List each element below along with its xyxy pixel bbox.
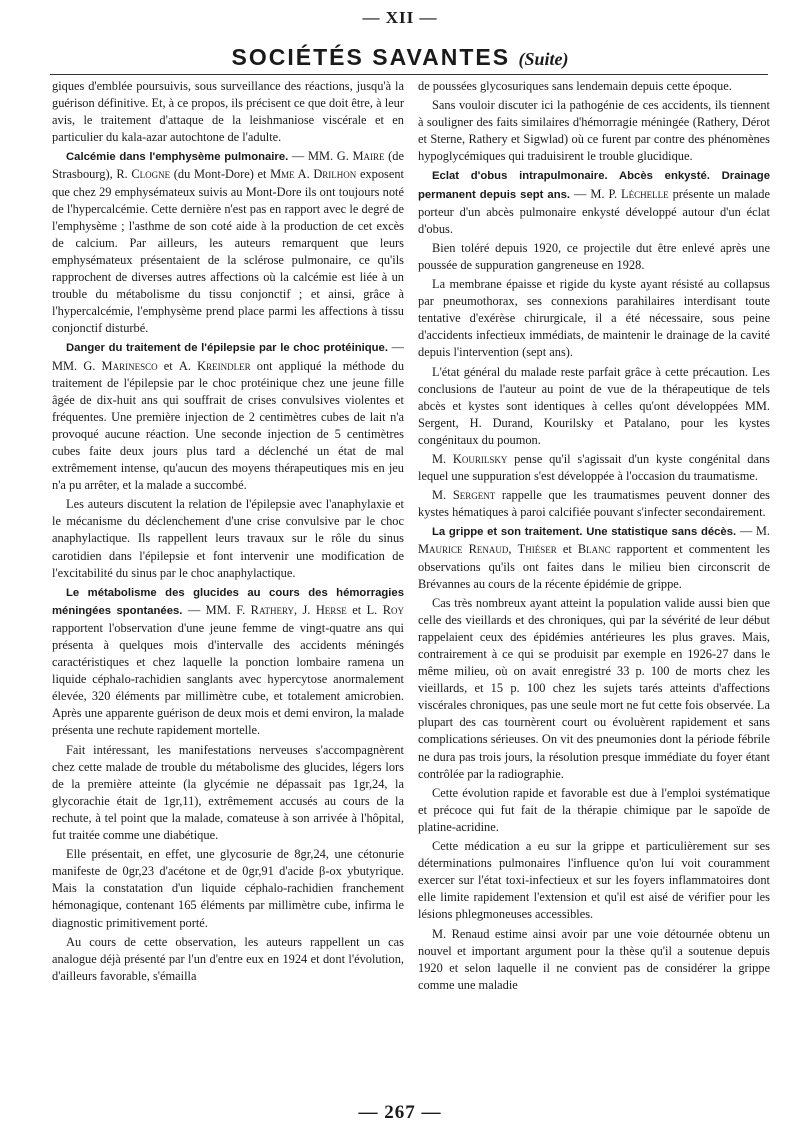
paragraph: Cas très nombreux ayant atteint la population valide aussi bien que celle des vieillards et des chroniques, qui par la sévérité de leur début rappelaient ceux des épidémies antérieures les plus graves. Mais, contrairement à ce qui se produisit par exemple en 1926-27 dans le même milieu, où on avait enregistré 33 p. 100 de morts chez les vieillards, et 15 p. 100 chez les sujets tarés atteints d'affections viscérales chroniques, pas une seule mort ne fut cette fois observée. La plupart des cas tournèrent court ou évoluèrent rapidement et sans complications sérieuses. On vit des pneumonies dont la période fébrile ne dura pas trois jours, la résolution presque immédiate du foyer étant contrôlée par la radiographie. <box>418 595 770 781</box>
article-eclat-obus <box>418 167 770 237</box>
paragraph: Bien toléré depuis 1920, ce projectile dut être enlevé après une poussée de suppuration gangreneuse en 1928. <box>418 240 770 272</box>
author-name: M. Sergent <box>432 488 496 503</box>
article-body: rapportent et commentent les observations qu'ils ont faites dans le milieu bien circonscrit de Brévannes au cours de la récente épidémie de grippe. <box>418 542 770 591</box>
left-column <box>52 78 404 1088</box>
paragraph: Elle présentait, en effet, une glycosurie de 8gr,24, une cétonurie manifeste de 0gr,23 d'acétone et de 0gr,91 d'acide β-ox ybutyrique. Mais la constatation d'un liquide céphalo-rachidien franchement hémonagique, contenant 165 éléments par millimètre cube, infirma le diagnostic primitivement porté. <box>52 847 404 930</box>
article-grippe <box>418 523 770 592</box>
author-name: Blanc <box>577 542 611 557</box>
paragraph: L'état général du malade reste parfait grâce à cette précaution. Les conclusions de l'auteur au point de vue de la thérapeutique de tels abcès et kystes sont identiques à celles qu'ont développées MM. Sergent, H. Durand, Kourilsky et Patalano, pour les kystes congénitaux du poumon. <box>418 364 770 447</box>
dash: — M. <box>570 186 609 201</box>
dash: — MM. <box>288 149 337 164</box>
dash: — M. <box>736 524 770 539</box>
author-name: F. Rathery <box>236 602 294 617</box>
paragraph <box>418 451 770 485</box>
paragraph: La membrane épaisse et rigide du kyste ayant résisté au collapsus par pneumothorax, ses connexions parahilaires interdisant toute tentative d'exérèse chirurgicale, il a été nécessaire, sous peine d'accidents infectieux immédiats, de maintenir le drainage de la cavité depuis l'intervention (sept ans). <box>418 277 770 360</box>
author-name: G. Marinesco <box>83 358 158 373</box>
author-name: P. Léchelle <box>608 186 669 201</box>
paragraph: M. Renaud estime ainsi avoir par une voie détournée obtenu un nouvel et important argument pour la thèse qu'il a soutenue depuis 1920 et selon laquelle il ne convient pas de considérer la grippe comme une maladie <box>418 926 770 992</box>
article-body: présente un malade porteur d'un abcès pulmonaire enkysté développé autour d'un éclat d'obus. <box>418 186 770 236</box>
text-columns <box>52 78 770 1088</box>
paragraph: Cette évolution rapide et favorable est due à l'emploi systématique et précoce qui fut fait de la thérapie chimique par le sapoïde de platine-acridine. <box>418 785 770 834</box>
article-title: Calcémie dans l'emphysème pulmonaire. <box>66 151 289 164</box>
text: (du Mont-Dore) et <box>170 167 271 182</box>
author-name: A. Kreindler <box>178 358 251 373</box>
author-name: Mme A. Drilhon <box>270 167 357 182</box>
paragraph: de poussées glycosuriques sans lendemain depuis cette époque. <box>418 79 732 93</box>
author-name: Maurice Renaud <box>418 542 509 557</box>
page-marker: — XII — <box>362 8 438 27</box>
author-name: Thiéser <box>517 542 557 557</box>
header-rule <box>50 74 768 75</box>
article-body: ont appliqué la méthode du traitement de l'épilepsie par le choc protéinique chez une jeune fille âgée de dix-huit ans qui souffrait de crises convulsives violentes et fréquentes. Une première injection de 2 centimètres cubes de lait n'a provoqué aucune réaction. Une seconde injection de 5 centimètres cubes faite deux jours plus tard a déclenché un état de mal extrêmement intense, qu'aucun des moyens thérapeutiques mis en jeu n'a pu arrêter, et la malade a succombé. <box>52 358 404 493</box>
running-head <box>0 44 800 71</box>
text: et <box>346 602 367 617</box>
article-title: Le métabolisme des glucides au cours des hémorragies méningées spontanées. <box>52 586 404 617</box>
paragraph: Au cours de cette observation, les auteurs rappellent un cas analogue déjà présenté par l'un d'entre eux en 1924 et dont l'évolution, d'ailleurs favorable, s'émailla <box>52 934 404 983</box>
article-title: Eclat d'obus intrapulmonaire. Abcès enkysté. Drainage permanent depuis sept ans. <box>418 170 770 201</box>
author-name: J. Herse <box>302 602 347 617</box>
author-name: R. Clogne <box>116 167 171 182</box>
paragraph: Fait intéressant, les manifestations nerveuses s'accompagnèrent chez cette malade de trouble du métabolisme des glucides, légers lors de la première atteinte (la glycémie ne dépassait pas 1gr,24, la glycorachie était de 1gr,11), extrêmement accusés au cours de la rechute, à tel point que la malade, comateuse à son arrivée à l'hôpital, fut traitée comme une diabétique. <box>52 742 404 843</box>
author-name: L. Roy <box>366 602 404 617</box>
article-title: Danger du traitement de l'épilepsie par le choc protéinique. <box>66 342 388 355</box>
text: et <box>157 358 179 373</box>
text: , <box>508 542 518 557</box>
paragraph: Cette médication a eu sur la grippe et particulièrement sur ses déterminations pulmonaires l'influence qu'on lui voit couramment exercer sur l'état toxi-infectieux et sur les foyers inflammatoires dont elle limite rapidement l'extension et qu'il est aisé de vérifier pour les lésions phlegmoneuses accessibles. <box>418 839 770 922</box>
article-body: rapportent l'observation d'une jeune femme de vingt-quatre ans qui présenta à quelques mois d'intervalle des accidents méningés caractéristiques et chez laquelle la ponction lombaire ramena un liquide céphalo-rachidien sanglants avec hypercytose anormalement élevée, 320 éléments par millimètre cube, et totalement amicrobien. Après une apparente guérison de deux mois et demi environ, la malade présenta une rechute rapidement mortelle. <box>52 620 404 738</box>
article-glucides <box>52 584 404 740</box>
author-name: G. Maire <box>336 149 385 164</box>
article-calcemie <box>52 148 404 337</box>
right-column <box>418 78 770 1088</box>
dash: — MM. <box>182 602 237 617</box>
text: (de Strasbourg), <box>52 149 404 182</box>
text: rappelle que les traumatismes peuvent donner des kystes hématiques à paroi calcifiée pouvant s'infecter secondairement. <box>418 488 770 520</box>
running-head-title: SOCIÉTÉS SAVANTES <box>231 44 511 70</box>
running-head-suffix: (Suite) <box>518 49 569 69</box>
text: , <box>293 602 303 617</box>
paragraph: giques d'emblée poursuivis, sous surveillance des réactions, jusqu'à la guérison définitive. Et, à ce propos, ils précisent ce que doit être, à leur avis, le traitement d'attaque de la leishmaniose viscérale et en particulier du kala-azar autochtone de l'adulte. <box>52 79 404 145</box>
paragraph: Les auteurs discutent la relation de l'épilepsie avec l'anaphylaxie et le mécanisme du déclenchement d'une crise convulsive par le choc anaphylactique. Ils rappellent leurs travaux sur le rôle du sinus carotidien dans l'épilepsie et font intervenir une modification de l'excitabilité du sinus par le choc anaphylactique. <box>52 497 404 580</box>
article-title: La grippe et son traitement. Une statistique sans décès. <box>432 526 737 539</box>
text: et <box>556 542 578 557</box>
paragraph: Sans vouloir discuter ici la pathogénie de ces accidents, ils tiennent à souligner des faits similaires d'hémorragie méningée (Rathery, Dérot et Sterne, Rathery et Sigwlad) où ce furent par contre des phénomènes hypoglycémiques qui traduisirent le trouble glucidique. <box>418 98 770 164</box>
text: pense qu'il s'agissait d'un kyste congénital dans lequel une suppuration s'est développée à l'occasion du traumatisme. <box>418 451 770 484</box>
page-number: — 267 — <box>358 1102 442 1123</box>
dash: — MM. <box>52 340 404 373</box>
author-name: M. Kourilsky <box>432 451 508 466</box>
article-epilepsie <box>52 339 404 494</box>
article-body: exposent que chez 29 emphysémateux suivis au Mont-Dore ils ont toujours noté de l'hypercalcémie. Cette dernière n'est pas en rapport avec le degré de l'emphysème ; l'asthme de son coté aide à la production de cet excès de calcium. Par ailleurs, les auteurs remarquent que leurs emphysémateux présentaient de la sclérose pulmonaire, ce qu'ils rapprochent de diverses autres affections où la calcémie est liée à un trouble du métabolisme du tissu conjonctif ; et ainsi, grâce à l'hypercalcémie, l'emphysème prend place parmi les affections à tissu conjonctif disturbé. <box>52 167 404 336</box>
paragraph <box>418 487 770 521</box>
